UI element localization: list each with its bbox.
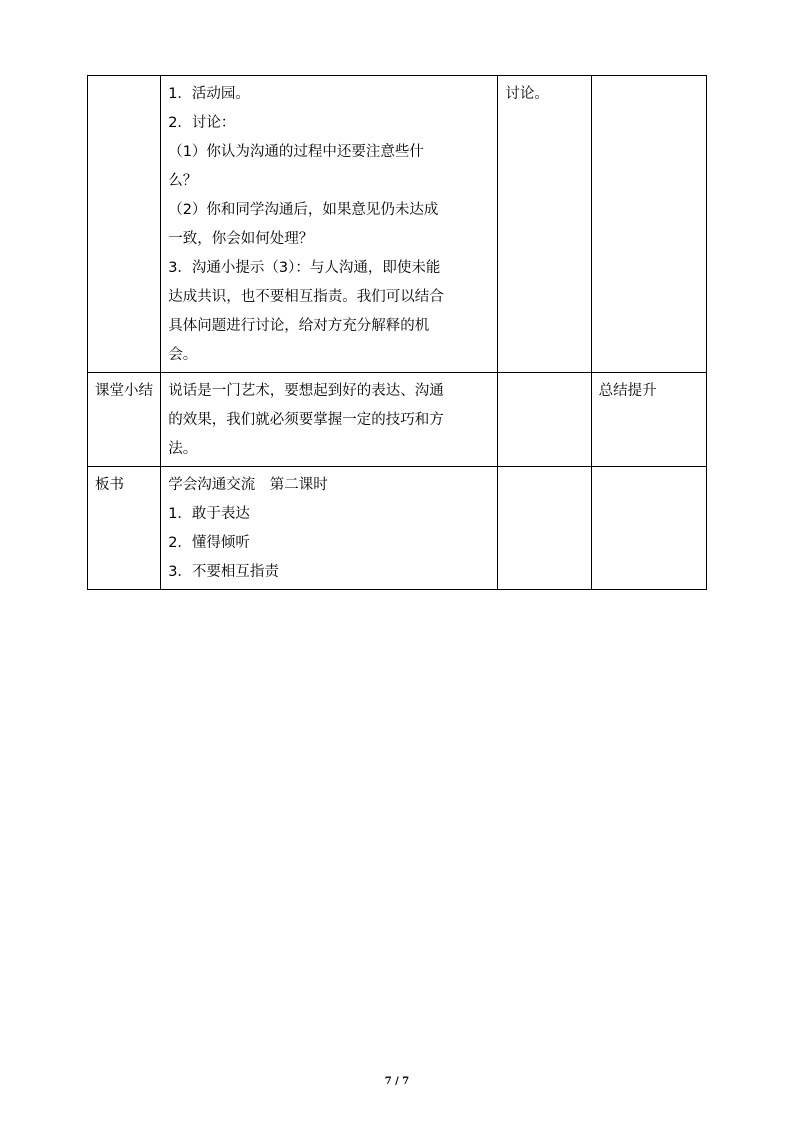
content-line: 2．讨论： <box>168 115 236 131</box>
content-line: 3．不要相互指责 <box>168 564 279 580</box>
content-line: 会。 <box>168 347 198 363</box>
section-label-cell: 课堂小结 <box>88 373 161 467</box>
lesson-plan-table <box>87 75 707 590</box>
teaching-content-cell <box>161 373 498 467</box>
student-activity-cell <box>498 373 591 467</box>
teaching-content-cell <box>161 76 498 373</box>
page-number: 7 / 7 <box>384 1076 410 1087</box>
student-activity-cell: 讨论。 <box>498 76 591 373</box>
table-row-summary <box>88 373 707 467</box>
content-line: 说话是一门艺术，要想起到好的表达、沟通 <box>168 383 444 399</box>
content-line: 法。 <box>168 441 198 457</box>
design-intent-cell: 总结提升 <box>591 373 706 467</box>
content-line: 的效果，我们就必须要掌握一定的技巧和方 <box>168 412 444 428</box>
section-label-cell: 板书 <box>88 467 161 590</box>
table-row-activity <box>88 76 707 373</box>
content-line: 具体问题进行讨论，给对方充分解释的机 <box>168 318 430 334</box>
content-line: 达成共识，也不要相互指责。我们可以结合 <box>168 289 444 305</box>
content-line: 么？ <box>168 173 198 189</box>
content-line: （2）你和同学沟通后，如果意见仍未达成 <box>168 202 439 218</box>
content-line: 3．沟通小提示（3）：与人沟通，即使未能 <box>168 260 441 276</box>
content-line: 2．懂得倾听 <box>168 535 250 551</box>
design-intent-cell <box>591 467 706 590</box>
content-line: （1）你认为沟通的过程中还要注意些什 <box>168 144 424 160</box>
design-intent-cell <box>591 76 706 373</box>
content-line: 1．敢于表达 <box>168 506 250 522</box>
table-row-blackboard <box>88 467 707 590</box>
student-activity-cell <box>498 467 591 590</box>
content-line: 一致，你会如何处理？ <box>168 231 314 247</box>
content-line: 1．活动园。 <box>168 86 250 102</box>
section-label-cell <box>88 76 161 373</box>
teaching-content-cell <box>161 467 498 590</box>
content-line: 学会沟通交流 第二课时 <box>168 477 328 493</box>
